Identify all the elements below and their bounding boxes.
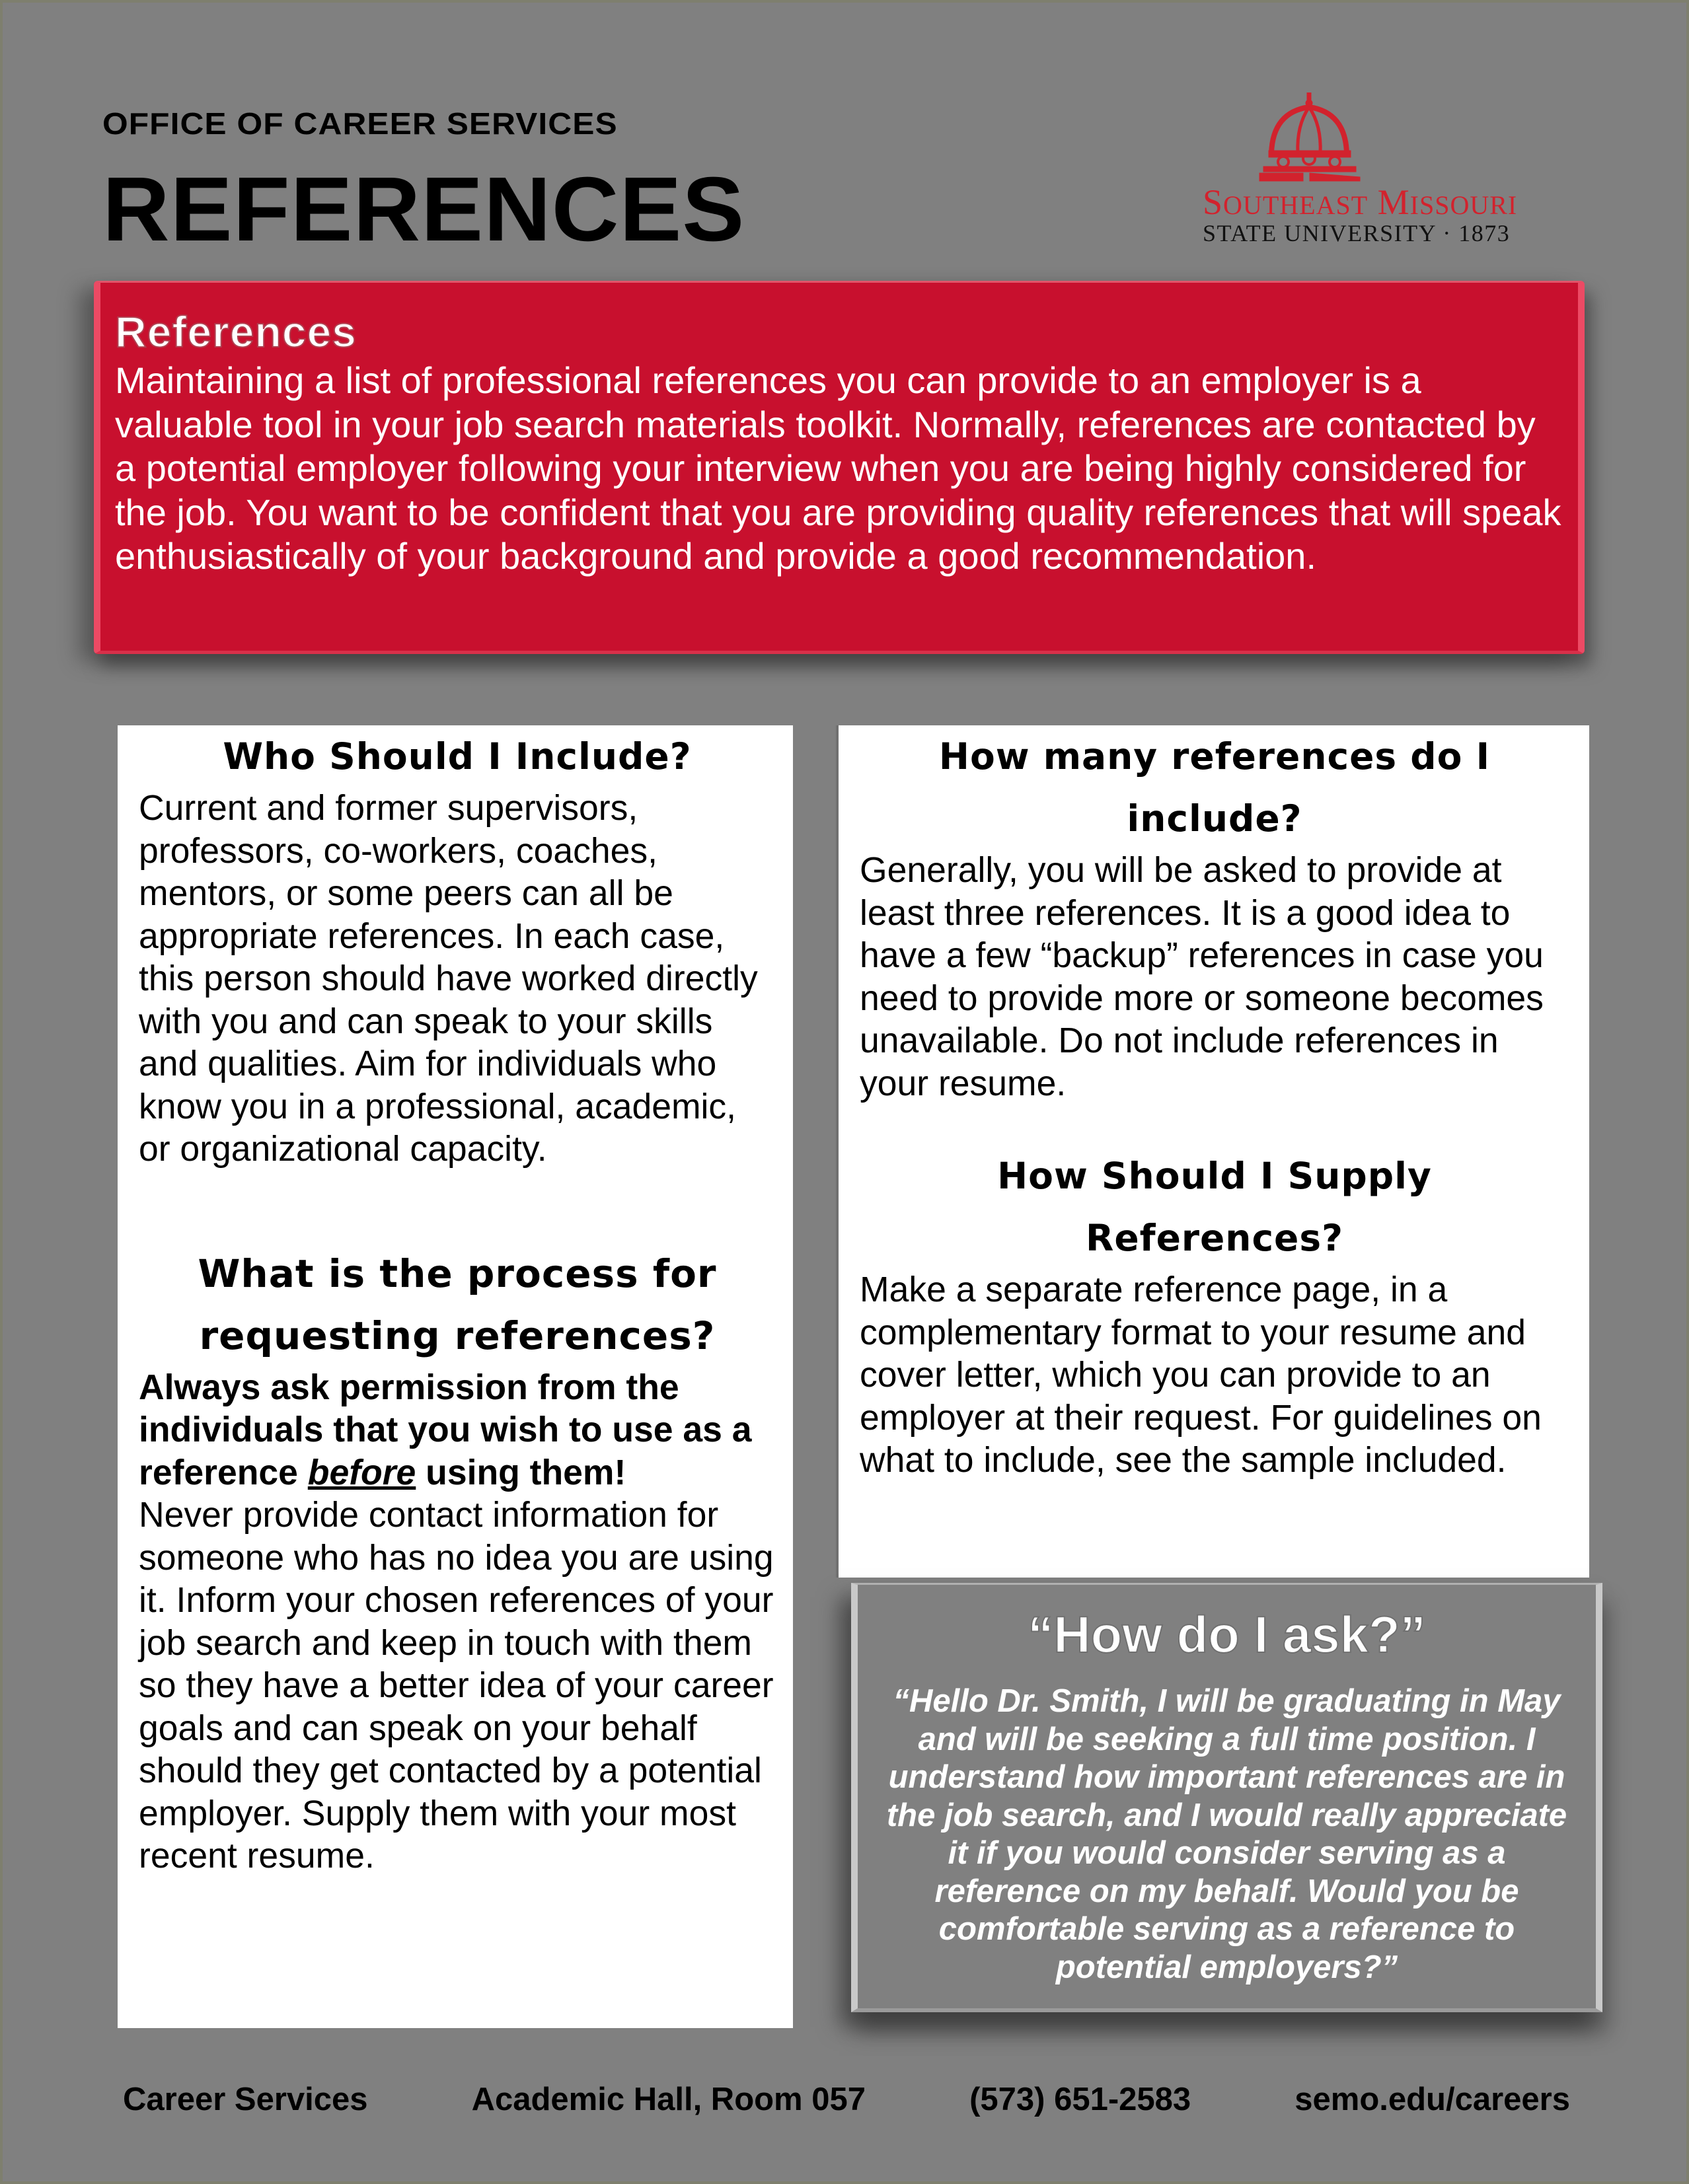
how-to-ask-box: [851, 1583, 1602, 2012]
who-heading: Who Should I Include?: [223, 735, 692, 778]
office-label: OFFICE OF CAREER SERVICES: [102, 106, 618, 141]
ask-heading: “How do I ask?”: [1028, 1605, 1426, 1663]
left-panel: [118, 725, 793, 2028]
footer-location: Academic Hall, Room 057: [471, 2082, 866, 2117]
footer-website-link[interactable]: semo.edu/careers: [1295, 2082, 1570, 2117]
how-many-body: Generally, you will be asked to provide at least three references. It is a good idea to have a few “backup” references in case you need to provide more or someone becomes unavailable. Do not include references in your resume.: [860, 851, 1544, 1103]
process-lead: Always ask permission from the individuals that you wish to use as a reference before using them!: [139, 1367, 752, 1492]
supply-heading: How Should I Supply References?: [997, 1155, 1432, 1259]
process-emphasis: before: [307, 1453, 416, 1492]
how-many-heading: How many references do I include?: [938, 735, 1491, 840]
process-section: [139, 1243, 776, 1878]
supply-body: Make a separate reference page, in a complementary format to your resume and cover letter, which you can provide to an employer at their request. For guidelines on what to include, see the sample included.: [860, 1270, 1542, 1480]
who-body: Current and former supervisors, professors, co-workers, coaches, mentors, or some peers can all be appropriate references. In each case, this person should have worked directly with you and can speak to your skills and qualities. Aim for individuals who know you in a professional, academic, or organizational capacity.: [139, 789, 758, 1169]
footer-phone: (573) 651-2583: [969, 2082, 1191, 2117]
page-title: REFERENCES: [102, 159, 745, 260]
intro-body: Maintaining a list of professional references you can provide to an employer is a valuable tool in your job search materials toolkit. Normally, references are contacted by a potential employer following your interview when you are being highly considered for the job. You want to be confident that you are providing quality references that will speak enthusiastically of your background and provide a good recommendation.: [115, 359, 1561, 577]
how-many-section: [860, 725, 1569, 1105]
dome-icon: [1257, 92, 1363, 182]
right-panel: [836, 725, 1589, 1578]
ask-quote: “Hello Dr. Smith, I will be graduating in May and will be seeking a full time position. I understand how important references are in the job search, and I would really appreciate it if you would consider serving as a reference on my behalf. Would you be comfortable serving as a reference to potential employers?”: [886, 1683, 1567, 1985]
university-name: SOUTHEAST MISSOURI: [1203, 182, 1518, 222]
process-body: Always ask permission from the individuals that you wish to use as a reference before using them! Never provide contact information for someone who has no idea you are using it. Inform your chosen references of your job search and keep in touch with them so they have a better idea of your career goals and can speak on your behalf should they get contacted by a potential employer. Supply them with your most recent resume.: [139, 1367, 774, 1875]
intro-box: [94, 281, 1585, 654]
university-logo: [1203, 92, 1586, 251]
intro-heading: References: [115, 307, 357, 356]
supply-section: [860, 1145, 1569, 1482]
process-heading: What is the process for requesting references?: [198, 1251, 717, 1358]
university-subtitle: STATE UNIVERSITY · 1873: [1203, 220, 1511, 246]
footer-office: Career Services: [123, 2082, 368, 2117]
footer: [123, 2081, 1570, 2118]
who-section: [139, 725, 776, 1171]
